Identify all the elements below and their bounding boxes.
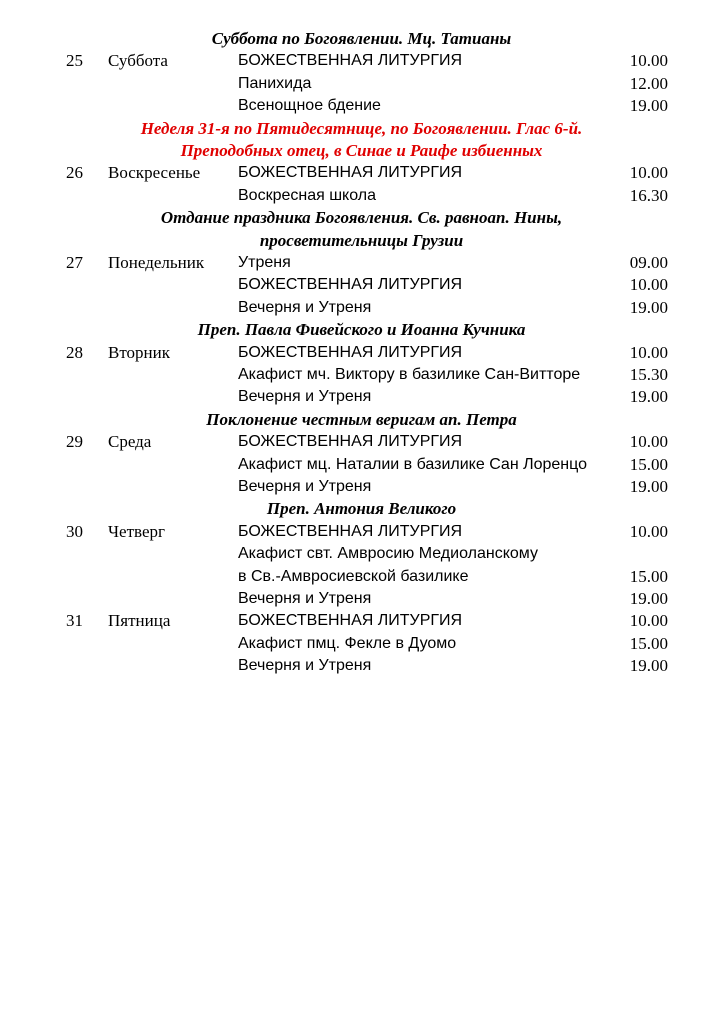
schedule-row	[0, 521, 723, 543]
feast-heading: Неделя 31-я по Пятидесятнице, по Богоявлении. Глас 6-й.	[140, 118, 583, 138]
feast-heading: Суббота по Богоявлении. Мц. Татианы	[211, 29, 512, 48]
service-name: Вечерня и Утреня	[238, 298, 372, 316]
schedule-row	[0, 95, 723, 117]
schedule-row	[0, 274, 723, 296]
schedule-row	[0, 297, 723, 319]
day-number: 29	[66, 432, 83, 452]
schedule-row	[0, 185, 723, 207]
schedule-row	[0, 566, 723, 588]
service-name: Акафист мч. Виктору в базилике Сан-Витторе	[238, 366, 581, 383]
feast-heading: Поклонение честным веригам ап. Петра	[206, 409, 517, 429]
feast-heading: Преп. Павла Фивейского и Иоанна Кучника	[197, 320, 526, 340]
service-time: 15.30	[629, 365, 668, 384]
service-name: БОЖЕСТВЕННАЯ ЛИТУРГИЯ	[238, 433, 463, 451]
service-time: 09.00	[629, 253, 668, 272]
service-time: 10.00	[629, 163, 668, 183]
service-name: Воскресная школа	[238, 186, 377, 204]
weekday-label: Четверг	[108, 521, 165, 541]
service-name: Вечерня и Утреня	[238, 590, 372, 607]
schedule-row	[0, 454, 723, 476]
service-name: Акафист свт. Амвросию Медиоланскому	[238, 545, 538, 563]
service-time: 10.00	[629, 611, 668, 631]
schedule-row	[0, 431, 723, 453]
weekday-label: Понедельник	[108, 253, 205, 272]
service-name: Акафист пмц. Фекле в Дуомо	[238, 634, 457, 652]
day-number: 31	[66, 611, 83, 631]
service-time: 19.00	[629, 96, 668, 116]
weekday-label: Суббота	[108, 51, 168, 71]
day-number: 25	[66, 51, 83, 71]
weekday-label: Воскресенье	[108, 163, 201, 183]
service-time: 16.30	[629, 185, 668, 205]
service-time: 12.00	[629, 73, 668, 93]
service-name: БОЖЕСТВЕННАЯ ЛИТУРГИЯ	[238, 522, 463, 540]
service-name: Панихида	[238, 74, 312, 92]
schedule-row	[0, 342, 723, 364]
service-name: БОЖЕСТВЕННАЯ ЛИТУРГИЯ	[238, 276, 463, 294]
service-name: Всенощное бдение	[238, 97, 381, 115]
day-number: 30	[66, 521, 83, 541]
service-time: 19.00	[629, 387, 668, 407]
service-time: 15.00	[629, 633, 668, 653]
schedule-row	[0, 162, 723, 184]
service-time: 15.00	[629, 454, 668, 474]
schedule-row	[0, 655, 723, 677]
schedule-row	[0, 386, 723, 408]
service-name: Утреня	[238, 254, 291, 271]
schedule-row	[0, 543, 723, 565]
service-name: БОЖЕСТВЕННАЯ ЛИТУРГИЯ	[238, 52, 463, 70]
service-time: 19.00	[629, 297, 668, 317]
schedule-row	[0, 252, 723, 274]
feast-heading: Преп. Антония Великого	[266, 499, 457, 519]
schedule-row	[0, 73, 723, 95]
service-name: Вечерня и Утреня	[238, 478, 372, 495]
schedule-row	[0, 588, 723, 610]
service-time: 10.00	[629, 342, 668, 362]
day-number: 26	[66, 163, 83, 183]
service-name: БОЖЕСТВЕННАЯ ЛИТУРГИЯ	[238, 164, 463, 182]
service-time: 19.00	[629, 656, 668, 676]
feast-heading: Преподобных отец, в Синае и Раифе избиенных	[180, 141, 543, 160]
service-time: 15.00	[629, 566, 668, 586]
day-number: 28	[66, 342, 83, 362]
feast-heading: Отдание праздника Богоявления. Св. равноап. Нины,	[160, 208, 563, 228]
service-name: Вечерня и Утреня	[238, 657, 372, 675]
service-time: 10.00	[629, 51, 668, 71]
feast-heading: просветительницы Грузии	[259, 230, 464, 250]
service-name: в Св.-Амвросиевской базилике	[238, 567, 469, 585]
service-name: Акафист мц. Наталии в базилике Сан Лоренцо	[238, 455, 588, 473]
service-name: БОЖЕСТВЕННАЯ ЛИТУРГИЯ	[238, 343, 463, 361]
schedule-row	[0, 633, 723, 655]
weekday-label: Вторник	[108, 342, 170, 362]
service-name: БОЖЕСТВЕННАЯ ЛИТУРГИЯ	[238, 612, 463, 630]
service-time: 10.00	[629, 521, 668, 541]
weekday-label: Пятница	[108, 611, 171, 631]
schedule-row	[0, 610, 723, 632]
schedule-row	[0, 476, 723, 498]
service-name: Вечерня и Утреня	[238, 388, 372, 406]
schedule-row	[0, 364, 723, 386]
schedule-row	[0, 50, 723, 72]
service-time: 19.00	[629, 477, 668, 496]
weekday-label: Среда	[108, 432, 152, 452]
service-time: 19.00	[629, 589, 668, 608]
service-time: 10.00	[629, 432, 668, 452]
service-time: 10.00	[629, 275, 668, 295]
day-number: 27	[66, 253, 83, 272]
